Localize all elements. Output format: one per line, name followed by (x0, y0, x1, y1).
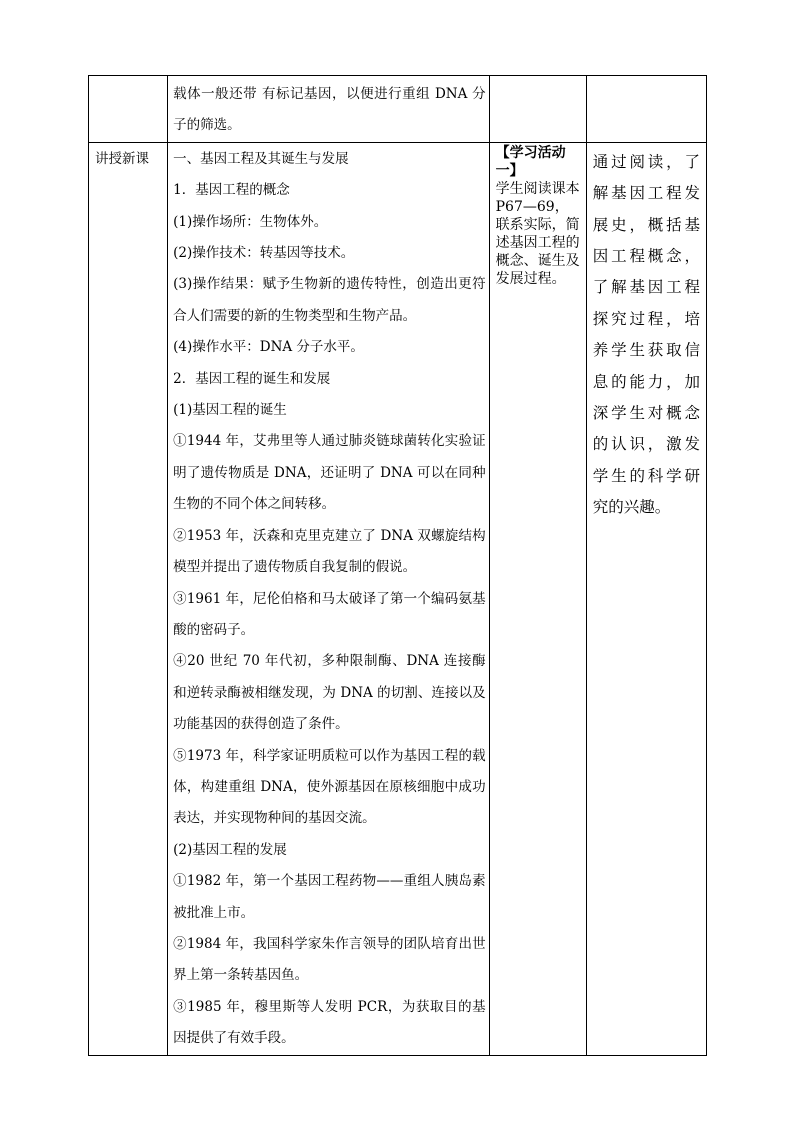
content-paragraph: (2)基因工程的发展 (173, 841, 287, 858)
content-paragraph: ①1944 年，艾弗里等人通过肺炎链球菌转化实验证明了遗传物质是 DNA，还证明了 DNA 可以在同种生物的不同个体之间转移。 (173, 433, 486, 513)
content-paragraph: ②1953 年，沃森和克里克建立了 DNA 双螺旋结构模型并提出了遗传物质自我复制的假说。 (173, 527, 486, 576)
activity-cell (489, 142, 586, 1055)
activity-title: 【学习活动一】 (495, 144, 566, 179)
section-heading: 一、基因工程及其诞生与发展 (173, 150, 349, 167)
activity-text: 学生阅读课本 P67—69，联系实际，简述基因工程的概念、诞生及发展过程。 (495, 180, 580, 287)
content-paragraph: (2)操作技术：转基因等技术。 (173, 245, 355, 262)
goal-cell (586, 76, 706, 143)
content-paragraph: ④20 世纪 70 年代初，多种限制酶、DNA 连接酶和逆转录酶被相继发现，为 DNA 的切割、连接以及功能基因的获得创造了条件。 (173, 653, 486, 733)
stage-cell (89, 142, 168, 1055)
content-cell (168, 142, 490, 1055)
content-paragraph: ②1984 年，我国科学家朱作言领导的团队培育出世界上第一条转基因鱼。 (173, 935, 486, 984)
content-paragraph: (1)操作场所：生物体外。 (173, 213, 328, 230)
content-paragraph: ③1985 年，穆里斯等人发明 PCR，为获取目的基因提供了有效手段。 (173, 998, 486, 1047)
content-cell (168, 76, 490, 143)
content-paragraph: (3)操作结果：赋予生物新的遗传特性，创造出更符合人们需要的新的生物类型和生物产品。 (173, 276, 486, 324)
content-paragraph: 载体一般还带 有标记基因，以便进行重组 DNA 分子的筛选。 (173, 86, 486, 134)
content-paragraph: ⑤1973 年，科学家证明质粒可以作为基因工程的载体，构建重组 DNA，使外源基因在原核细胞中成功表达，并实现物种间的基因交流。 (173, 747, 486, 827)
content-paragraph: ①1982 年，第一个基因工程药物——重组人胰岛素被批准上市。 (173, 873, 486, 921)
subheading: 2．基因工程的诞生和发展 (173, 370, 331, 387)
goal-cell (586, 142, 706, 1055)
lesson-plan-table (88, 75, 707, 1056)
table-row (89, 76, 707, 143)
stage-label: 讲授新课 (95, 150, 149, 167)
subheading: 1．基因工程的概念 (173, 182, 290, 199)
stage-cell (89, 76, 168, 143)
content-paragraph: ③1961 年，尼伦伯格和马太破译了第一个编码氨基酸的密码子。 (173, 590, 486, 638)
content-paragraph: (4)操作水平：DNA 分子水平。 (173, 339, 364, 356)
content-paragraph: (1)基因工程的诞生 (173, 402, 287, 419)
activity-cell (489, 76, 586, 143)
goal-text: 通过阅读，了解基因工程发展史，概括基因工程概念，了解基因工程探究过程，培养学生获取信息的能力，加深学生对概念的认识，激发学生的科学研究的兴趣。 (592, 152, 700, 517)
table-row (89, 142, 707, 1055)
